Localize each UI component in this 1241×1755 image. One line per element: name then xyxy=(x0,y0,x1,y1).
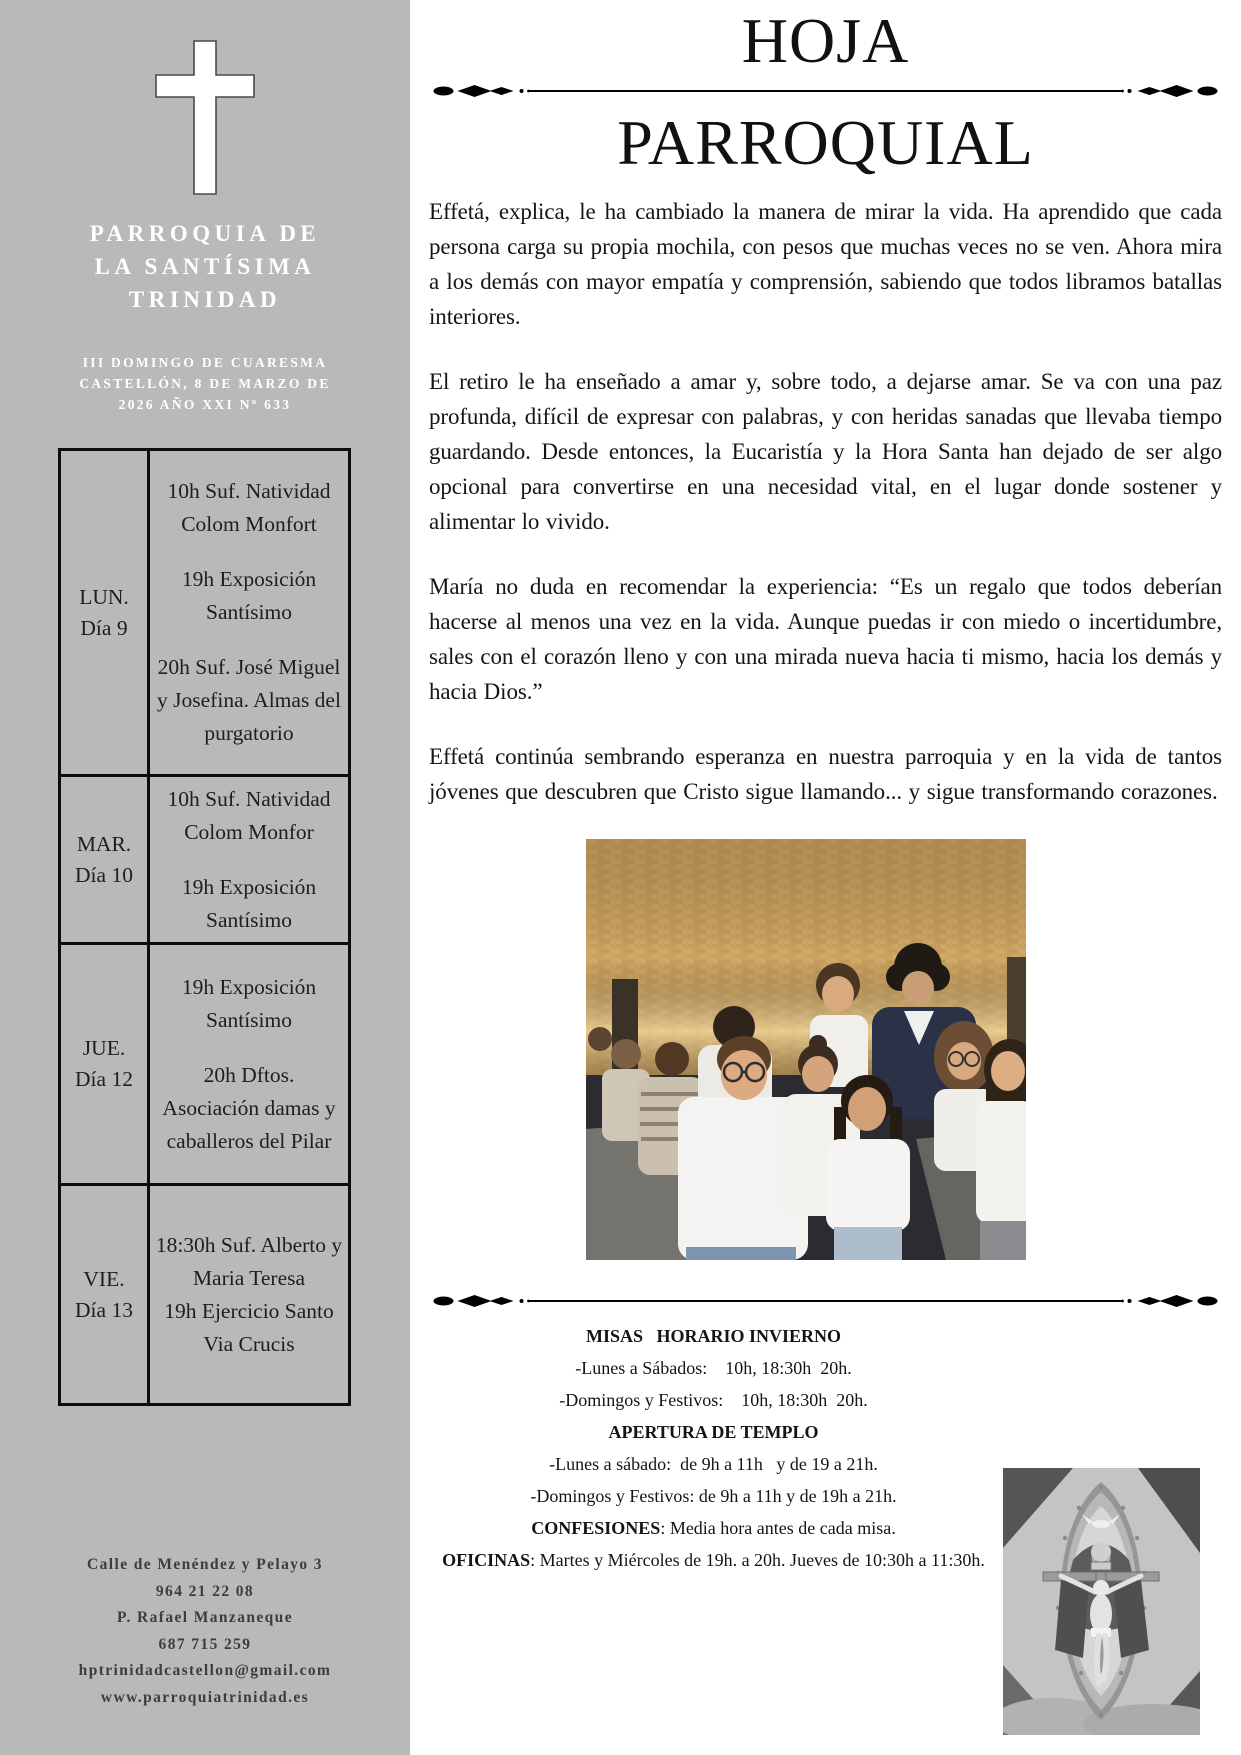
parish-name-line: TRINIDAD xyxy=(128,287,282,312)
date-label: Día 9 xyxy=(80,615,128,640)
confesiones-line xyxy=(421,1512,1006,1544)
schedule-row xyxy=(61,774,348,942)
issue-info-line: CASTELLÓN, 8 DE MARZO DE xyxy=(79,376,331,391)
event-text: 19h Ejercicio Santo Via Crucis xyxy=(164,1298,334,1356)
event-text: 19h Exposición Santísimo xyxy=(181,567,317,624)
article-paragraph: El retiro le ha enseñado a amar y, sobre todo, a dejarse amar. Se va con una paz profunda, difícil de expresar con palabras, y con heridas sanadas que llevaba tiempo guardando. Desde entonces, la Eucaristía y la Hora Santa han dejado de ser algo opcional para convertirse en una necesidad vital, en el lugar donde sostener y alimentar lo vivido. xyxy=(429,369,1222,534)
parish-name-line: LA SANTÍSIMA xyxy=(94,254,316,279)
contact-line: www.parroquiatrinidad.es xyxy=(100,1688,310,1706)
event-text: 10h Suf. Natividad Colom Monfort xyxy=(167,479,331,536)
schedule-row xyxy=(61,451,348,774)
day-cell xyxy=(61,1186,150,1403)
schedule-row xyxy=(61,942,348,1183)
article-paragraph: Effetá, explica, le ha cambiado la manera de mirar la vida. Ha aprendido que cada persona carga su propia mochila, con pesos que muchas veces no se ven. Ahora mira a los demás con mayor empatía y comprensión, sabiendo que todos libramos batallas interiores. xyxy=(429,199,1222,329)
issue-info-line: 2026 AÑO XXI Nº 633 xyxy=(118,397,292,412)
event-text: 19h Exposición Santísimo xyxy=(181,874,317,932)
day-cell xyxy=(61,777,150,942)
day-label: VIE. xyxy=(83,1266,125,1291)
apertura-title: APERTURA DE TEMPLO xyxy=(608,1422,819,1442)
date-label: Día 13 xyxy=(75,1297,133,1322)
oficinas-text: : Martes y Miércoles de 19h. a 20h. Jueves de 10:30h a 11:30h. xyxy=(530,1550,985,1570)
day-label: MAR. xyxy=(76,831,132,856)
date-label: Día 10 xyxy=(75,862,133,887)
trinity-painting-image xyxy=(1003,1468,1200,1735)
schedule-info xyxy=(421,1320,1006,1576)
day-label: LUN. xyxy=(79,584,129,609)
event-text: 10h Suf. Natividad Colom Monfor xyxy=(167,786,331,844)
main-content xyxy=(410,0,1241,1576)
events-cell xyxy=(150,451,348,774)
group-photo-image xyxy=(586,839,1026,1260)
parish-name xyxy=(0,217,410,316)
contact-line: hptrinidadcastellon@gmail.com xyxy=(78,1662,332,1679)
contact-line: 964 21 22 08 xyxy=(155,1582,255,1600)
ornamental-divider xyxy=(429,80,1222,102)
newsletter-title-line2: PARROQUIAL xyxy=(617,107,1034,178)
newsletter-title-line1: HOJA xyxy=(741,5,910,76)
date-label: Día 12 xyxy=(75,1067,133,1091)
oficinas-label: OFICINAS xyxy=(442,1550,531,1570)
contact-block xyxy=(0,1552,410,1711)
apertura-line: -Lunes a sábado: de 9h a 11h y de 19 a 21h. xyxy=(549,1454,878,1474)
events-cell xyxy=(150,945,348,1183)
sidebar xyxy=(0,0,410,1755)
misas-title: MISAS HORARIO INVIERNO xyxy=(585,1326,842,1346)
apertura-lines xyxy=(421,1448,1006,1512)
events-cell xyxy=(150,1186,348,1403)
apertura-line: -Domingos y Festivos: de 9h a 11h y de 19h a 21h. xyxy=(530,1486,897,1506)
confesiones-text: : Media hora antes de cada misa. xyxy=(660,1518,896,1538)
event-text: 18:30h Suf. Alberto y Maria Teresa xyxy=(155,1232,343,1290)
article-paragraph: Effetá continúa sembrando esperanza en nuestra parroquia y en la vida de tantos jóvenes que descubren que Cristo sigue llamando... y sigue transformando corazones. xyxy=(429,744,1222,804)
day-label: JUE. xyxy=(82,1036,126,1060)
oficinas-line xyxy=(421,1544,1006,1576)
day-cell xyxy=(61,945,150,1183)
contact-line: P. Rafael Manzaneque xyxy=(117,1609,293,1626)
event-text: 20h Dftos. Asociación damas y caballeros del Pilar xyxy=(162,1062,336,1153)
issue-info-line: III DOMINGO DE CUARESMA xyxy=(82,355,328,370)
article-body xyxy=(429,194,1222,809)
cross-icon xyxy=(155,40,255,195)
ornamental-divider-bottom xyxy=(429,1290,1222,1312)
day-cell xyxy=(61,451,150,774)
weekly-schedule-table xyxy=(58,448,351,1406)
event-text: 19h Exposición Santísimo xyxy=(181,974,317,1032)
schedule-row xyxy=(61,1183,348,1403)
contact-line: 687 715 259 xyxy=(158,1635,252,1653)
confesiones-label: CONFESIONES xyxy=(531,1518,661,1538)
misas-lines xyxy=(421,1352,1006,1416)
event-text: 20h Suf. José Miguel y Josefina. Almas del purgatorio xyxy=(157,655,341,745)
article-paragraph: María no duda en recomendar la experiencia: “Es un regalo que todos deberían hacerse al menos una vez en la vida. Aunque puedas ir con miedo o incertidumbre, sales con el corazón lleno y con una mirada nueva hacia ti mismo, hacia los demás y hacia Dios.” xyxy=(429,574,1222,704)
misas-line: -Lunes a Sábados: 10h, 18:30h 20h. xyxy=(575,1358,852,1378)
parish-name-line: PARROQUIA DE xyxy=(89,221,321,246)
contact-line: Calle de Menéndez y Pelayo 3 xyxy=(87,1556,323,1573)
group-photo xyxy=(586,839,1026,1260)
trinity-painting xyxy=(1003,1468,1200,1735)
misas-line: -Domingos y Festivos: 10h, 18:30h 20h. xyxy=(559,1390,868,1410)
issue-info xyxy=(0,352,410,415)
events-cell xyxy=(150,777,348,942)
